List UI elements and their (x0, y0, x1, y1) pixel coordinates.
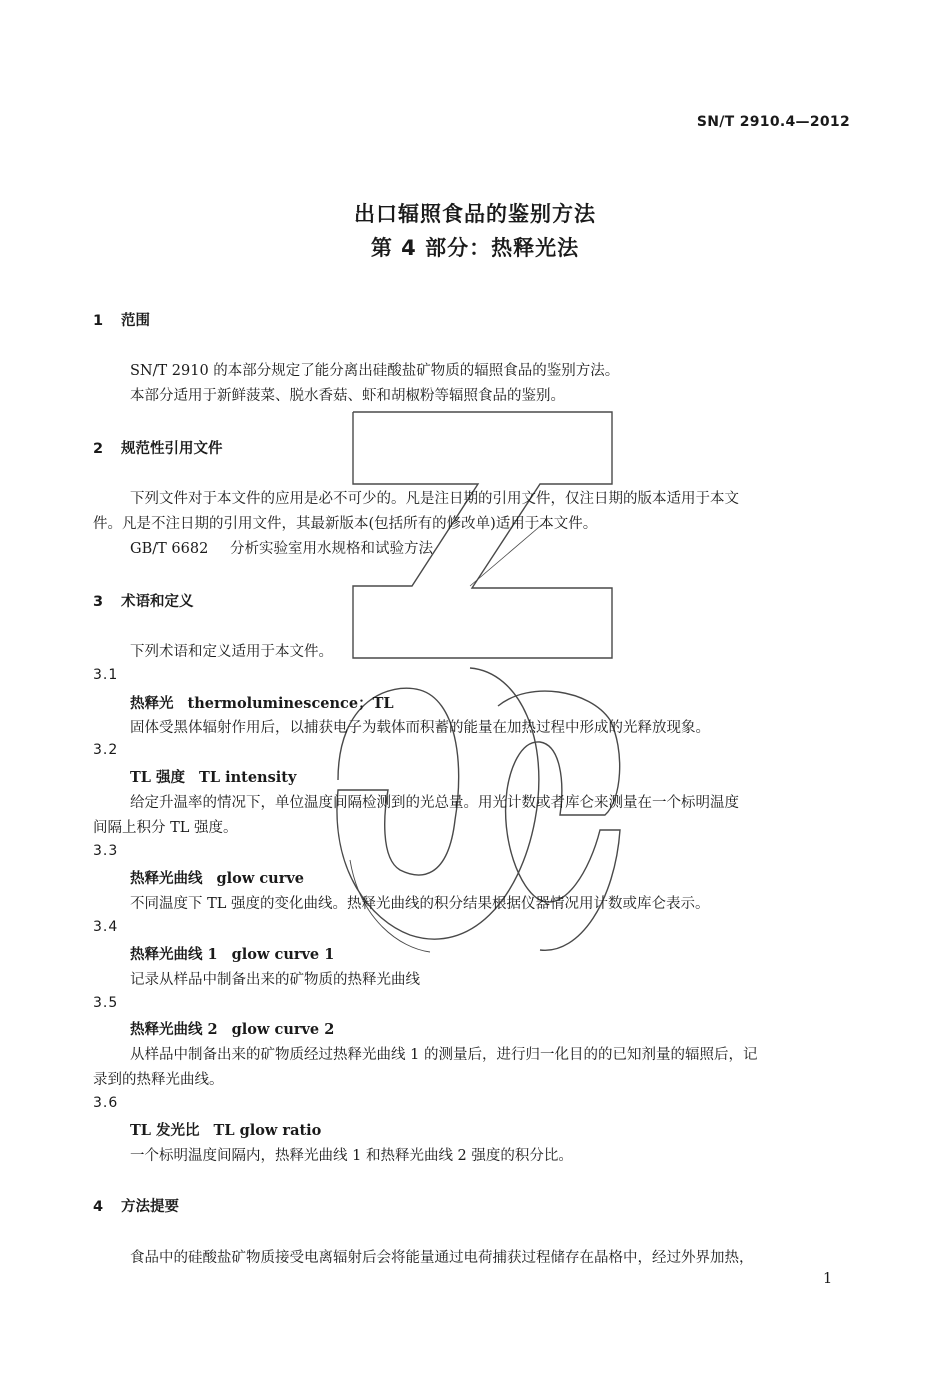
section-number: 1 (93, 313, 104, 329)
section-4-paragraph: 食品中的硅酸盐矿物质接受电离辐射后会将能量通过电荷捕获过程储存在晶格中，经过外界加热， (130, 1250, 754, 1266)
term-heading (130, 766, 296, 787)
section-4-heading (93, 1195, 179, 1216)
page-number: 1 (823, 1271, 833, 1287)
section-3-intro: 下列术语和定义适用于本文件。 (130, 644, 333, 660)
term-definition: 不同温度下 TL 强度的变化曲线。热释光曲线的积分结果根据仪器情况用计数或库仑表示。 (130, 896, 710, 912)
term-zh: 热释光曲线 (130, 870, 203, 887)
term-zh: TL 强度 (130, 769, 186, 786)
term-zh: 热释光曲线 2 (130, 1021, 218, 1038)
term-zh: 热释光曲线 1 (130, 946, 218, 963)
section-title: 规范性引用文件 (121, 441, 223, 457)
section-1-heading (93, 309, 150, 330)
section-number: 4 (93, 1199, 104, 1215)
watermark-z-top (353, 412, 612, 658)
section-2-heading (93, 437, 223, 458)
normative-reference (130, 537, 433, 558)
section-2-paragraph-line-2: 件。凡是不注日期的引用文件，其最新版本(包括所有的修改单)适用于本文件。 (93, 516, 598, 532)
section-title: 方法提要 (121, 1199, 179, 1215)
section-title: 范围 (121, 313, 150, 329)
document-title: 出口辐照食品的鉴别方法 (354, 202, 596, 226)
reference-title: 分析实验室用水规格和试验方法 (230, 541, 433, 557)
term-en: glow curve (216, 870, 305, 887)
term-number: 3.5 (93, 995, 119, 1011)
term-definition: 一个标明温度间隔内，热释光曲线 1 和热释光曲线 2 强度的积分比。 (130, 1148, 573, 1164)
section-3-heading (93, 590, 194, 611)
section-1-paragraph-2: 本部分适用于新鲜菠菜、脱水香菇、虾和胡椒粉等辐照食品的鉴别。 (130, 388, 565, 404)
term-en: TL glow ratio (213, 1122, 322, 1139)
term-heading (130, 1119, 321, 1140)
term-en: glow curve 1 (231, 946, 335, 963)
term-definition: 固体受黑体辐射作用后，以捕获电子为载体而积蓄的能量在加热过程中形成的光释放现象。 (130, 720, 710, 736)
term-definition: 从样品中制备出来的矿物质经过热释光曲线 1 的测量后，进行归一化目的的已知剂量的辐照后，记 (130, 1047, 758, 1063)
term-number: 3.3 (93, 843, 119, 859)
term-heading (130, 867, 304, 888)
term-number: 3.4 (93, 919, 119, 935)
section-1-paragraph-1: SN/T 2910 的本部分规定了能分离出硅酸盐矿物质的辐照食品的鉴别方法。 (130, 363, 620, 379)
term-definition-continued: 录到的热释光曲线。 (93, 1072, 224, 1088)
term-definition: 给定升温率的情况下，单位温度间隔检测到的光总量。用光计数或者库仑来测量在一个标明温度 (130, 795, 739, 811)
term-zh: 热释光 (130, 695, 174, 712)
term-zh: TL 发光比 (130, 1122, 200, 1139)
term-en: TL intensity (199, 769, 297, 786)
term-definition: 记录从样品中制备出来的矿物质的热释光曲线 (130, 972, 420, 988)
standard-number: SN/T 2910.4—2012 (696, 114, 850, 130)
section-title: 术语和定义 (121, 594, 194, 610)
term-en: thermoluminescence；TL (187, 695, 394, 712)
term-heading (130, 943, 334, 964)
reference-code: GB/T 6682 (130, 541, 209, 557)
section-number: 3 (93, 594, 104, 610)
section-2-paragraph-line-1: 下列文件对于本文件的应用是必不可少的。凡是注日期的引用文件，仅注日期的版本适用于本文 (130, 491, 739, 507)
term-definition-continued: 间隔上积分 TL 强度。 (93, 820, 238, 836)
term-number: 3.1 (93, 667, 119, 683)
section-number: 2 (93, 441, 104, 457)
term-number: 3.2 (93, 742, 119, 758)
term-en: glow curve 2 (231, 1021, 335, 1038)
term-heading (130, 692, 394, 713)
term-heading (130, 1018, 334, 1039)
term-number: 3.6 (93, 1095, 119, 1111)
document-subtitle: 第 4 部分：热释光法 (370, 236, 580, 260)
